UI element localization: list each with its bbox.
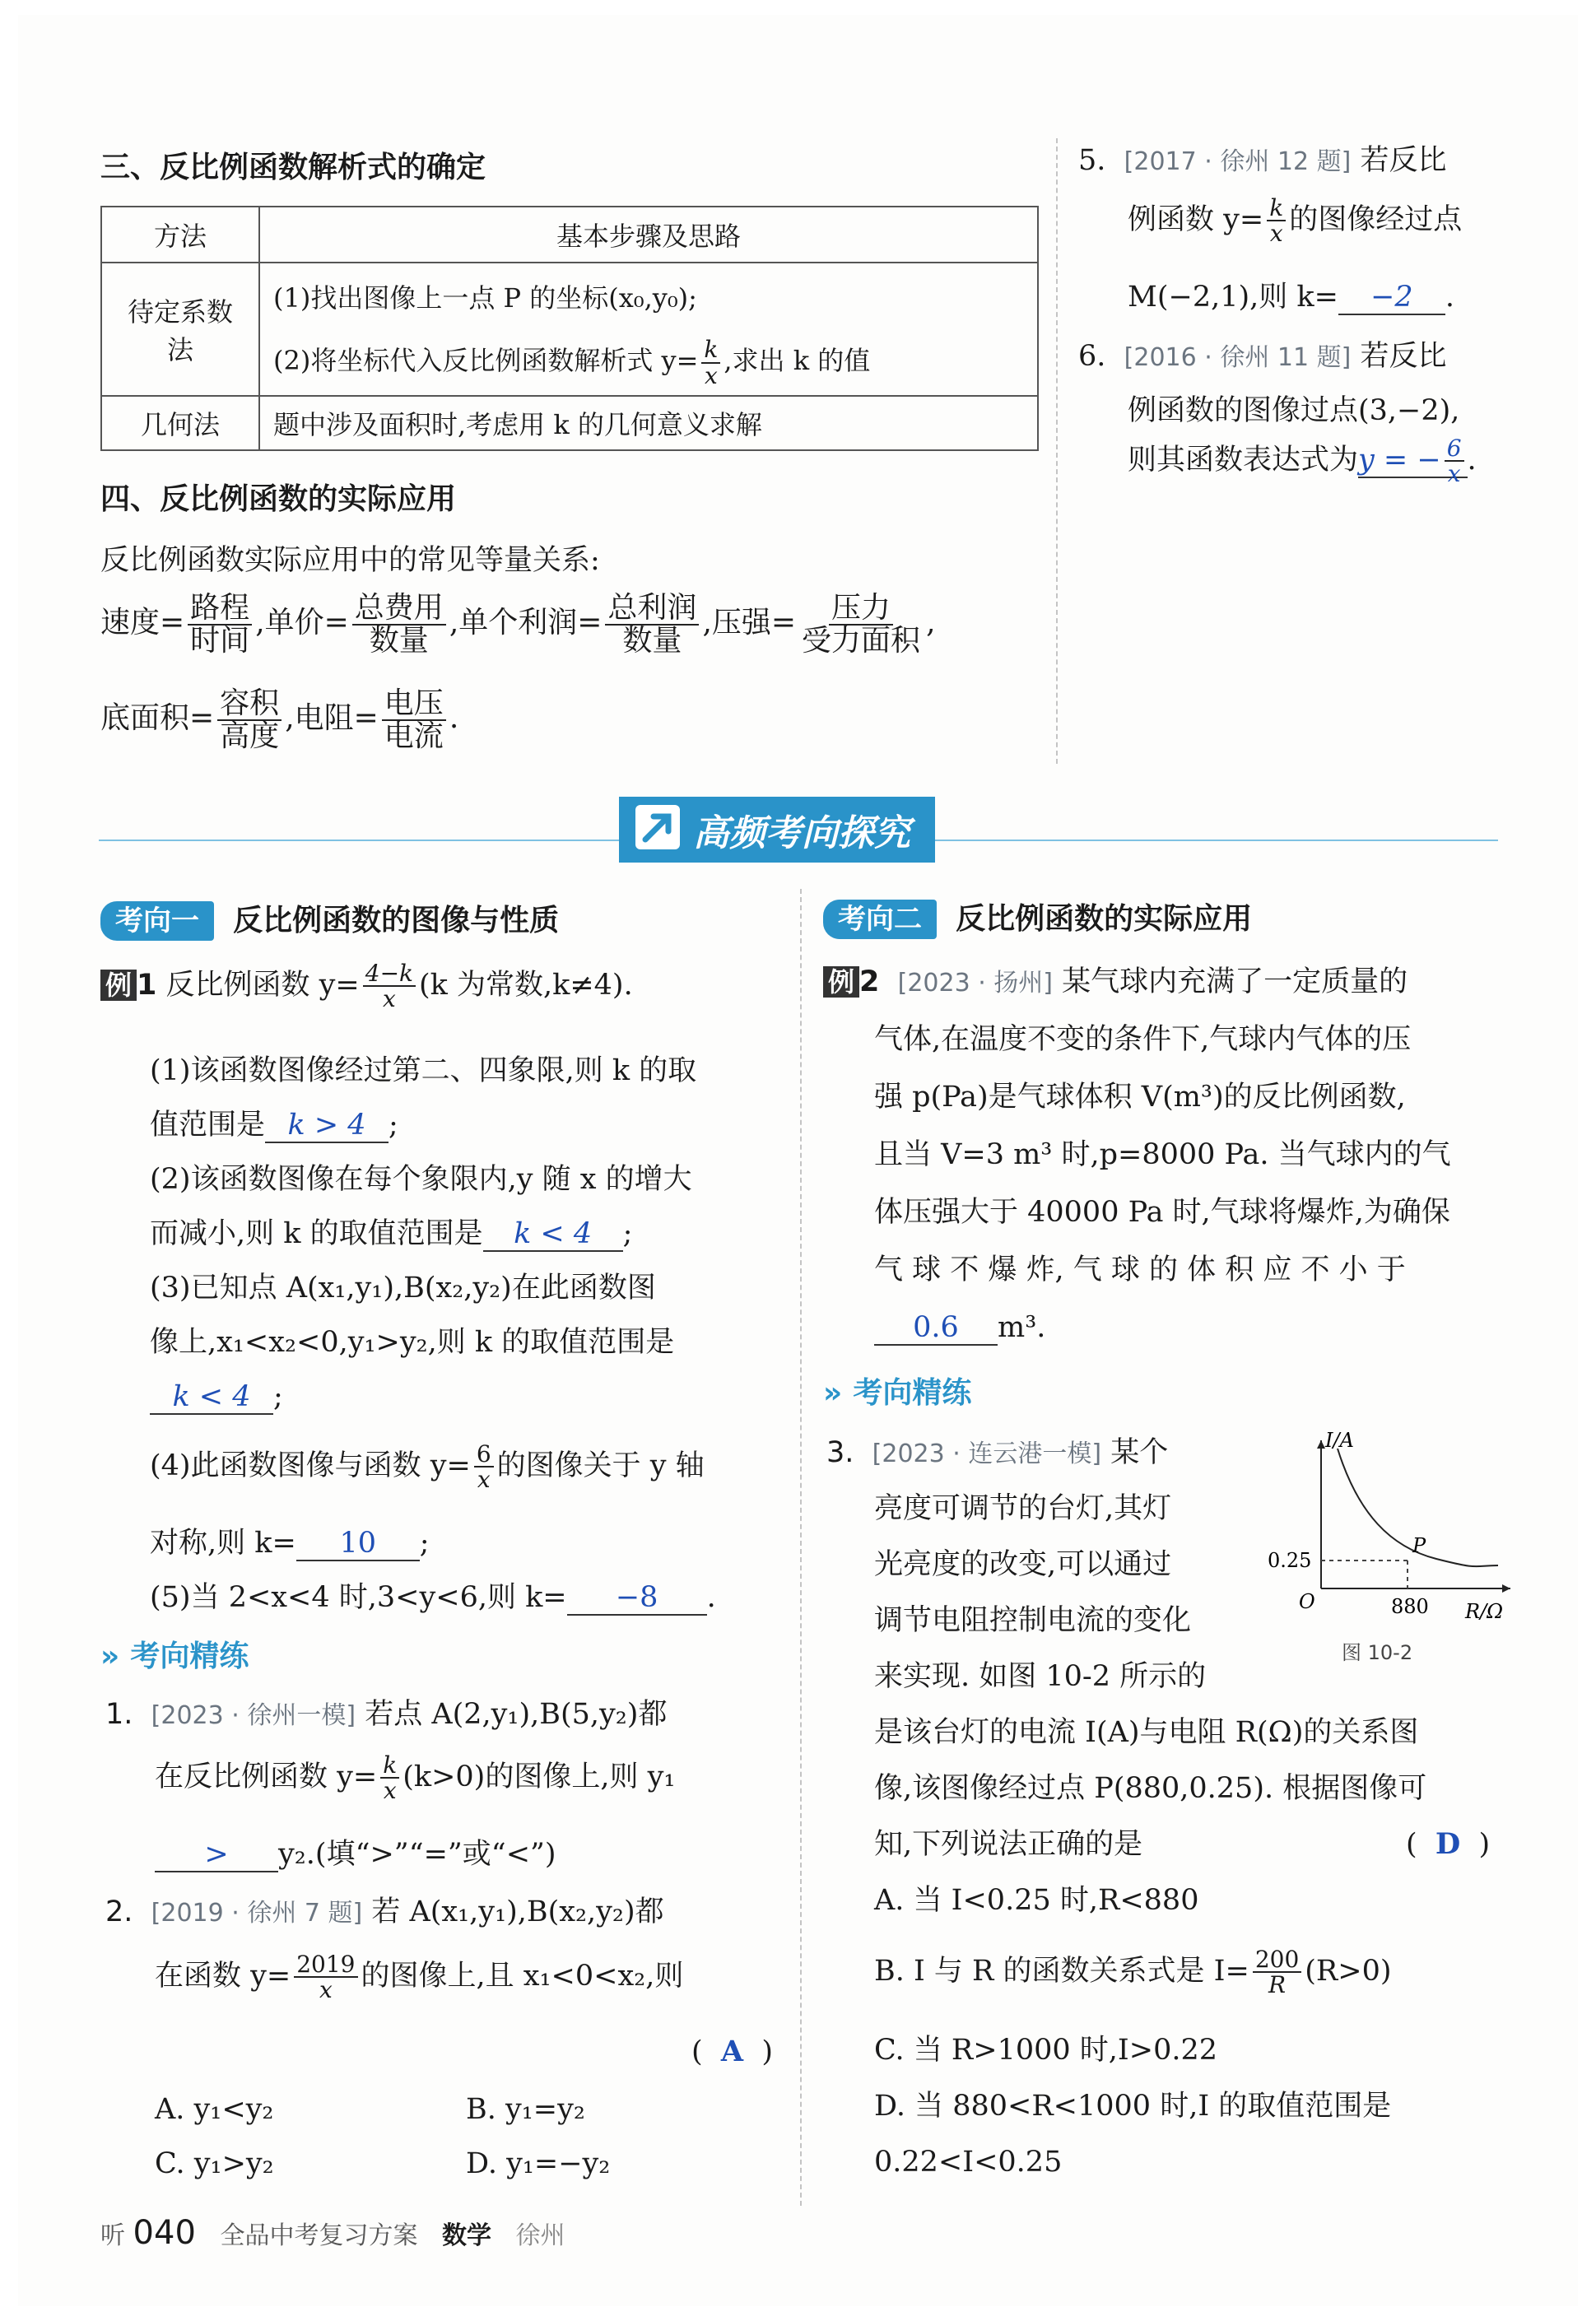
topic2-title: 反比例函数的实际应用 bbox=[956, 902, 1253, 936]
q3-option-b bbox=[874, 1947, 1392, 1998]
ex1-stem bbox=[100, 961, 633, 1012]
q3-line8: 知,下列说法正确的是 bbox=[874, 1828, 1143, 1861]
q6-line3: 则其函数表达式为y = − $\frac{6}{x}$ . bbox=[1128, 435, 1477, 488]
q1-line1 bbox=[105, 1687, 667, 1743]
q1-source: [2023 · 徐州一模] bbox=[151, 1701, 356, 1730]
line1-comma: , bbox=[926, 605, 936, 640]
q3-optb-den: R bbox=[1268, 1971, 1287, 1999]
q2-answer-paren: ( A ) bbox=[691, 2035, 773, 2068]
res-den: 电流 bbox=[384, 719, 444, 753]
table-row1-step2 bbox=[273, 329, 1024, 392]
ex1-stem-post: (k 为常数,k≠4). bbox=[419, 968, 633, 1002]
price-den: 数量 bbox=[369, 623, 429, 658]
q2-line2 bbox=[155, 1952, 683, 2002]
speed-label: 速度= bbox=[100, 605, 185, 640]
p5-text: (5)当 2<x<4 时,3<y<6,则 k= bbox=[150, 1581, 567, 1614]
q1-answer: > bbox=[155, 1838, 278, 1872]
profit-den: 数量 bbox=[622, 623, 682, 658]
p2-line1: (2)该函数图像在每个象限内,y 随 x 的增大 bbox=[150, 1163, 692, 1196]
q3-line7: 像,该图像经过点 P(880,0.25). 根据图像可 bbox=[874, 1772, 1427, 1805]
q3-line3: 光亮度的改变,可以通过 bbox=[874, 1548, 1172, 1581]
section4-title: 四、反比例函数的实际应用 bbox=[100, 482, 457, 516]
q2-answer: A bbox=[720, 2035, 744, 2068]
q3-option-a: A. 当 I<0.25 时,R<880 bbox=[874, 1884, 1199, 1917]
table-head-steps: 基本步骤及思路 bbox=[259, 207, 1038, 263]
q5-number: 5. bbox=[1078, 144, 1106, 177]
p4-fraction bbox=[474, 1442, 494, 1492]
q5-text3: M(−2,1),则 k= bbox=[1128, 281, 1338, 314]
speed-num: 路程 bbox=[188, 593, 252, 626]
ex2-line4: 且当 V=3 m³ 时,p=8000 Pa. 当气球内的气 bbox=[874, 1138, 1451, 1171]
ex2-line7 bbox=[874, 1300, 1045, 1355]
table-row2-step: 题中涉及面积时,考虑用 k 的几何意义求解 bbox=[259, 396, 1038, 450]
q1-text2-pre: 在反比例函数 y= bbox=[155, 1760, 378, 1793]
p3-line2: 像上,x₁<x₂<0,y₁>y₂,则 k 的取值范围是 bbox=[150, 1326, 675, 1359]
ex2-text1: 某气球内充满了一定质量的 bbox=[1062, 965, 1408, 998]
res-label: ,电阻= bbox=[285, 700, 379, 735]
p3-answer: k < 4 bbox=[150, 1380, 273, 1415]
step2-pre: (2)将坐标代入反比例函数解析式 y= bbox=[273, 345, 699, 376]
pressure-fraction bbox=[799, 593, 923, 657]
q2-source: [2019 · 徐州 7 题] bbox=[151, 1899, 363, 1928]
p2-line2: 而减小,则 k 的取值范围是 k < 4 ; bbox=[150, 1217, 633, 1250]
p1-answer: k > 4 bbox=[265, 1109, 389, 1143]
ex2-line3: 强 p(Pa)是气球体积 V(m³)的反比例函数, bbox=[874, 1081, 1406, 1114]
q6-text3: 则其函数表达式为 bbox=[1128, 443, 1359, 477]
profit-fraction bbox=[605, 593, 699, 657]
ex2-line5: 体压强大于 40000 Pa 时,气球将爆炸,为确保 bbox=[874, 1196, 1450, 1229]
ex2-line1 bbox=[823, 955, 1408, 1011]
table-row1-steps bbox=[259, 263, 1038, 396]
q6-number: 6. bbox=[1078, 340, 1106, 373]
table-row2-method: 几何法 bbox=[101, 396, 259, 450]
p4-line2: 对称,则 k= 10 ; bbox=[150, 1527, 430, 1560]
p4-text1-pre: (4)此函数图像与函数 y= bbox=[150, 1449, 471, 1482]
q3-answer-paren: ( D ) bbox=[1406, 1827, 1491, 1861]
top-column-divider bbox=[1056, 138, 1058, 764]
topic1-header bbox=[100, 897, 559, 939]
q3-optb-fraction bbox=[1253, 1947, 1301, 1998]
p5-line: (5)当 2<x<4 时,3<y<6,则 k= −8 . bbox=[150, 1581, 716, 1614]
q3-line5: 来实现. 如图 10-2 所示的 bbox=[874, 1660, 1207, 1693]
bottom-column-divider bbox=[800, 889, 802, 2206]
ex2-label: 例 bbox=[823, 966, 859, 998]
q2-option-b: B. y₁=y₂ bbox=[466, 2093, 585, 2126]
p4-text2: 对称,则 k= bbox=[150, 1527, 296, 1560]
profit-label: ,单个利润= bbox=[449, 605, 603, 640]
formula-line-1 bbox=[100, 593, 936, 657]
q2-text2-pre: 在函数 y= bbox=[155, 1959, 291, 1993]
left-drill-header bbox=[100, 1633, 249, 1675]
speed-fraction bbox=[188, 593, 252, 657]
left-drill-title: 考向精练 bbox=[130, 1640, 249, 1673]
formula-line-2 bbox=[100, 688, 458, 752]
q5-text2-post: 的图像经过点 bbox=[1289, 202, 1463, 236]
table-row1-method: 待定系数法 bbox=[101, 263, 259, 396]
q2-option-c: C. y₁>y₂ bbox=[155, 2147, 274, 2180]
q3-option-d-line2: 0.22<I<0.25 bbox=[874, 2146, 1063, 2179]
q5-line1 bbox=[1078, 133, 1446, 189]
q5-answer: −2 bbox=[1338, 281, 1445, 315]
ex2-line2: 气体,在温度不变的条件下,气球内气体的压 bbox=[874, 1023, 1412, 1056]
q3-optb-pre: B. I 与 R 的函数关系式是 I= bbox=[874, 1954, 1249, 1988]
q5-frac-den: x bbox=[1269, 220, 1283, 248]
p2-text2: 而减小,则 k 的取值范围是 bbox=[150, 1217, 483, 1250]
footer bbox=[100, 2214, 565, 2252]
p4-answer: 10 bbox=[296, 1527, 420, 1561]
ex1-fraction bbox=[363, 961, 416, 1012]
q2-line1 bbox=[105, 1885, 664, 1941]
p4-line1 bbox=[150, 1442, 705, 1492]
step2-fraction bbox=[701, 337, 720, 388]
q2-option-a: A. y₁<y₂ bbox=[155, 2093, 274, 2126]
q1-number: 1. bbox=[105, 1698, 133, 1731]
table-row1-step1: (1)找出图像上一点 P 的坐标(x₀,y₀); bbox=[273, 282, 697, 314]
q1-fraction bbox=[380, 1753, 399, 1803]
double-chevron-icon: » bbox=[100, 1640, 120, 1673]
topic1-title: 反比例函数的图像与性质 bbox=[233, 904, 560, 937]
pressure-den: 受力面积 bbox=[802, 623, 921, 658]
q6-answer-den: x bbox=[1447, 460, 1461, 488]
q3-answer: D bbox=[1435, 1827, 1461, 1861]
banner-arrow-icon bbox=[635, 805, 680, 849]
q2-text2-post: 的图像上,且 x₁<0<x₂,则 bbox=[361, 1959, 684, 1993]
ex1-stem-pre: 反比例函数 y= bbox=[165, 968, 360, 1002]
banner-title: 高频考向探究 bbox=[619, 797, 935, 863]
q3-text1: 某个 bbox=[1110, 1436, 1169, 1469]
price-label: ,单价= bbox=[255, 605, 349, 640]
q1-text2-post: (k>0)的图像上,则 y₁ bbox=[402, 1760, 676, 1793]
q3-line2: 亮度可调节的台灯,其灯 bbox=[874, 1492, 1172, 1525]
ex2-line6: 气 球 不 爆 炸, 气 球 的 体 积 应 不 小 于 bbox=[874, 1254, 1406, 1286]
step2-post: ,求出 k 的值 bbox=[724, 345, 871, 376]
right-drill-title: 考向精练 bbox=[853, 1376, 972, 1410]
pressure-label: ,压强= bbox=[702, 605, 797, 640]
footer-page-number: 040 bbox=[133, 2214, 196, 2252]
p4-frac-num: 6 bbox=[474, 1442, 494, 1467]
fig-x-label: R/Ω bbox=[1465, 1600, 1504, 1623]
fig-x-tick: 880 bbox=[1391, 1595, 1429, 1618]
q1-frac-den: x bbox=[383, 1777, 397, 1805]
ex2-source: [2023 · 扬州] bbox=[897, 969, 1054, 998]
section3-title: 三、反比例函数解析式的确定 bbox=[100, 151, 486, 184]
p3-line1: (3)已知点 A(x₁,y₁),B(x₂,y₂)在此函数图 bbox=[150, 1272, 656, 1305]
q2-option-d: D. y₁=−y₂ bbox=[466, 2147, 611, 2180]
footer-book: 全品中考复习方案 bbox=[220, 2221, 418, 2250]
fig-y-label: I/A bbox=[1325, 1429, 1354, 1452]
fig-caption: 图 10-2 bbox=[1342, 1641, 1413, 1664]
footer-subject: 数学 bbox=[442, 2221, 491, 2250]
speed-den: 时间 bbox=[190, 623, 250, 658]
q5-line3: M(−2,1),则 k= −2 . bbox=[1128, 281, 1455, 314]
fig-y-tick: 0.25 bbox=[1268, 1549, 1312, 1572]
q1-frac-num: k bbox=[380, 1753, 399, 1779]
q3-option-d-line1: D. 当 880<R<1000 时,I 的取值范围是 bbox=[874, 2090, 1392, 2123]
base-fraction bbox=[217, 688, 282, 752]
q5-text2-pre: 例函数 y= bbox=[1128, 202, 1264, 236]
p1-line1: (1)该函数图像经过第二、四象限,则 k 的取 bbox=[150, 1054, 697, 1087]
q5-frac-num: k bbox=[1267, 196, 1286, 221]
q3-option-c: C. 当 R>1000 时,I>0.22 bbox=[874, 2034, 1217, 2067]
p3-line3: k < 4 ; bbox=[150, 1370, 283, 1424]
q2-frac-den: x bbox=[319, 1976, 333, 2004]
q6-line1 bbox=[1078, 329, 1446, 385]
q1-line3 bbox=[155, 1827, 556, 1881]
fig-origin: O bbox=[1299, 1590, 1315, 1613]
double-chevron-icon-right: » bbox=[823, 1376, 843, 1410]
q6-answer bbox=[1358, 435, 1468, 488]
profit-num: 总利润 bbox=[605, 593, 699, 626]
fig-x-arrow bbox=[1502, 1584, 1510, 1593]
ex1-label: 例 bbox=[100, 970, 137, 1001]
q1-text1: 若点 A(2,y₁),B(5,y₂)都 bbox=[365, 1698, 668, 1731]
price-fraction bbox=[352, 593, 446, 657]
base-label: 底面积= bbox=[100, 700, 215, 735]
fig-y-arrow bbox=[1317, 1440, 1325, 1449]
q3-number: 3. bbox=[826, 1436, 854, 1469]
topic2-tag: 考向二 bbox=[823, 900, 937, 939]
q3-source: [2023 · 连云港一模] bbox=[872, 1440, 1102, 1468]
q6-answer-num: 6 bbox=[1445, 436, 1464, 462]
topic2-header bbox=[823, 895, 1252, 937]
step2-frac-num: k bbox=[701, 337, 720, 363]
q6-text1: 若反比 bbox=[1360, 340, 1447, 373]
q5-source: [2017 · 徐州 12 题] bbox=[1124, 147, 1352, 176]
q3-optb-num: 200 bbox=[1253, 1947, 1301, 1973]
q1-line2 bbox=[155, 1753, 675, 1803]
step2-frac-den: x bbox=[704, 361, 718, 389]
q3-line1 bbox=[826, 1426, 1168, 1481]
q3-line6: 是该台灯的电流 I(A)与电阻 R(Ω)的关系图 bbox=[874, 1716, 1419, 1749]
q6-line2: 例函数的图像过点(3,−2), bbox=[1128, 394, 1460, 427]
q3-line4: 调节电阻控制电流的变化 bbox=[874, 1604, 1192, 1637]
p5-answer: −8 bbox=[567, 1581, 707, 1616]
footer-prefix: 听 bbox=[100, 2221, 125, 2250]
q6-answer-fraction bbox=[1445, 436, 1464, 486]
base-num: 容积 bbox=[217, 688, 282, 721]
ex1-number: 1 bbox=[137, 968, 157, 1002]
footer-region: 徐州 bbox=[515, 2221, 565, 2250]
price-num: 总费用 bbox=[352, 593, 446, 626]
topic1-tag: 考向一 bbox=[100, 901, 214, 941]
q5-fraction bbox=[1267, 196, 1286, 246]
q2-fraction bbox=[294, 1952, 357, 2002]
section4-intro: 反比例函数实际应用中的常见等量关系: bbox=[100, 544, 600, 577]
res-num: 电压 bbox=[382, 688, 446, 721]
figure-10-2 bbox=[1259, 1424, 1523, 1671]
pressure-num: 压力 bbox=[829, 593, 893, 626]
q2-frac-num: 2019 bbox=[294, 1952, 357, 1978]
ex1-frac-num: 4−k bbox=[363, 961, 416, 987]
fig-point-label: P bbox=[1412, 1534, 1426, 1557]
q5-text1: 若反比 bbox=[1360, 144, 1447, 177]
line2-period: . bbox=[449, 700, 459, 735]
p4-text1-post: 的图像关于 y 轴 bbox=[496, 1449, 705, 1482]
p4-frac-den: x bbox=[477, 1466, 491, 1494]
q3-optb-post: (R>0) bbox=[1305, 1954, 1392, 1988]
q2-text1: 若 A(x₁,y₁),B(x₂,y₂)都 bbox=[371, 1895, 664, 1928]
q6-source: [2016 · 徐州 11 题] bbox=[1124, 343, 1352, 372]
ex2-answer: 0.6 bbox=[874, 1311, 998, 1346]
p1-line2: 值范围是 k > 4 ; bbox=[150, 1109, 398, 1142]
ex2-unit: m³. bbox=[998, 1311, 1046, 1344]
right-drill-header bbox=[823, 1370, 971, 1412]
q1-text3: y₂.(填“>”“=”或“<”) bbox=[278, 1838, 556, 1871]
p1-text2: 值范围是 bbox=[150, 1109, 266, 1142]
q2-number: 2. bbox=[105, 1895, 133, 1928]
table-head-method: 方法 bbox=[101, 207, 259, 263]
p2-answer: k < 4 bbox=[483, 1217, 623, 1252]
ex2-number: 2 bbox=[859, 965, 880, 998]
res-fraction bbox=[382, 688, 446, 752]
method-table bbox=[100, 206, 1039, 451]
ex1-frac-den: x bbox=[382, 985, 396, 1013]
q5-line2 bbox=[1128, 196, 1462, 246]
base-den: 高度 bbox=[220, 719, 280, 753]
q6-answer-pre: y = − bbox=[1358, 443, 1441, 477]
